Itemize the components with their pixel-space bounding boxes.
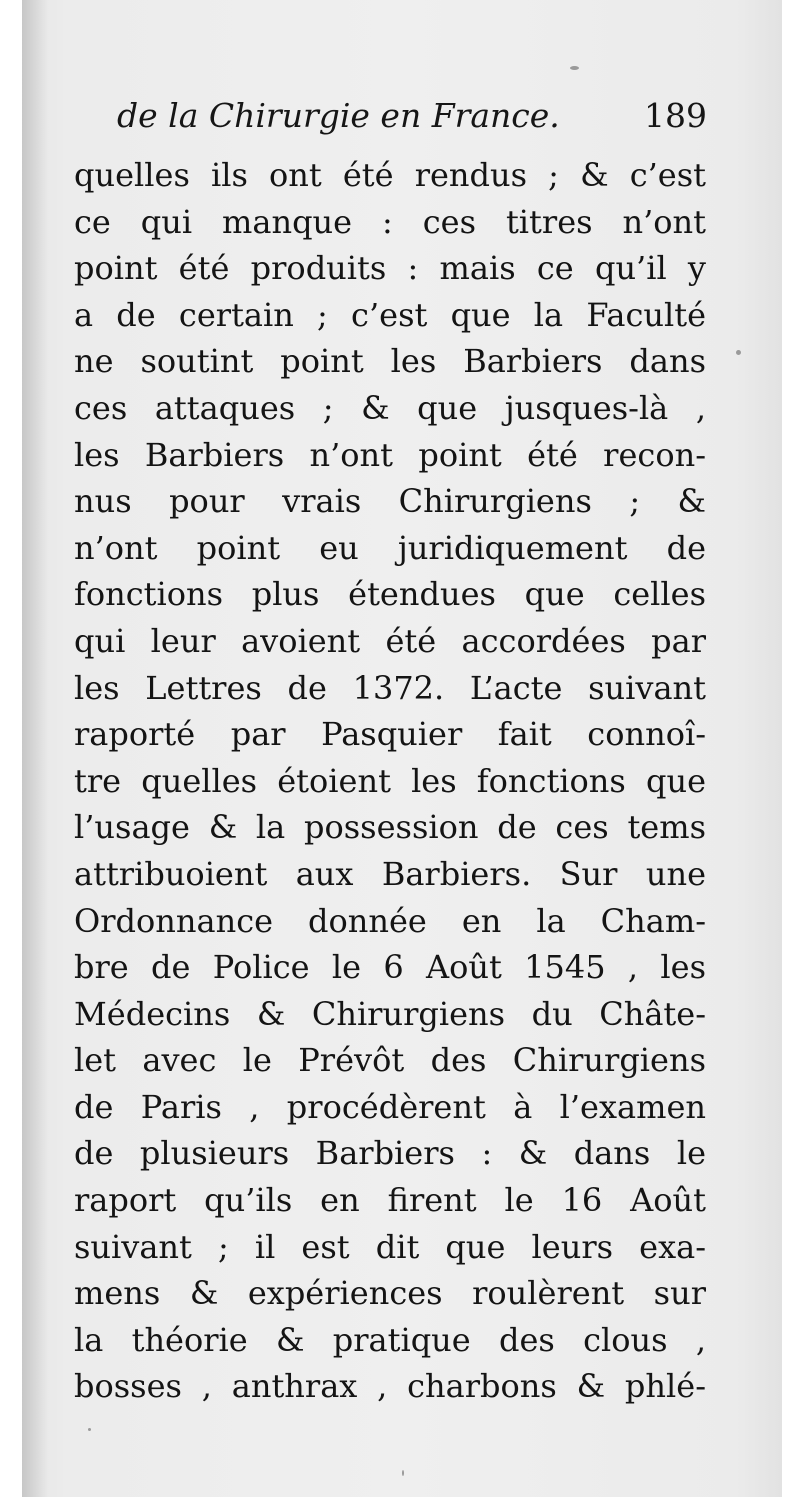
- paper-speck: [402, 1470, 404, 1476]
- text-line: les Barbiers n’ont point été recon-: [74, 435, 706, 474]
- paper-speck: [570, 66, 579, 70]
- running-head: [117, 96, 707, 146]
- text-line: qui leur avoient été accordées par: [74, 621, 706, 660]
- text-line: ce qui manque : ces titres n’ont: [74, 202, 706, 241]
- text-line: n’ont point eu juridiquement de: [74, 528, 706, 567]
- book-page: [22, 0, 782, 1497]
- paper-speck: [736, 350, 741, 355]
- text-line: fonctions plus étendues que celles: [74, 575, 706, 614]
- text-line: bre de Police le 6 Août 1545 , les: [74, 948, 706, 987]
- running-head-title: de la Chirurgie en France.: [117, 96, 560, 135]
- text-line: raporté par Pasquier fait connoî-: [74, 715, 706, 754]
- body-text: [74, 152, 706, 1410]
- text-line: Médecins & Chirurgiens du Châte-: [74, 994, 706, 1033]
- text-line: raport qu’ils en firent le 16 Août: [74, 1181, 706, 1220]
- binding-shadow: [22, 0, 48, 1497]
- text-line: let avec le Prévôt des Chirurgiens: [74, 1041, 706, 1080]
- text-line: tre quelles étoient les fonctions que: [74, 761, 706, 800]
- text-line: mens & expériences roulèrent sur: [74, 1274, 706, 1313]
- text-line: Ordonnance donnée en la Cham-: [74, 901, 706, 940]
- text-line: a de certain ; c’est que la Faculté: [74, 295, 706, 334]
- text-line: suivant ; il est dit que leurs exa-: [74, 1227, 706, 1266]
- text-line: attribuoient aux Barbiers. Sur une: [74, 854, 706, 893]
- text-line: de plusieurs Barbiers : & dans le: [74, 1134, 706, 1173]
- page-number: 189: [644, 96, 707, 135]
- text-line: ne soutint point les Barbiers dans: [74, 342, 706, 381]
- text-line: la théorie & pratique des clous ,: [74, 1320, 706, 1359]
- paper-speck: [88, 1428, 91, 1431]
- text-line: quelles ils ont été rendus ; & c’est: [74, 156, 706, 194]
- text-line: point été produits : mais ce qu’il y: [74, 249, 706, 288]
- text-line: les Lettres de 1372. L’acte suivant: [74, 668, 706, 707]
- text-line: ces attaques ; & que jusques-là ,: [74, 388, 706, 427]
- text-line: nus pour vrais Chirurgiens ; &: [74, 482, 706, 521]
- text-line: bosses , anthrax , charbons & phlé-: [74, 1367, 706, 1406]
- text-line: de Paris , procédèrent à l’examen: [74, 1087, 706, 1126]
- text-line: l’usage & la possession de ces tems: [74, 808, 706, 847]
